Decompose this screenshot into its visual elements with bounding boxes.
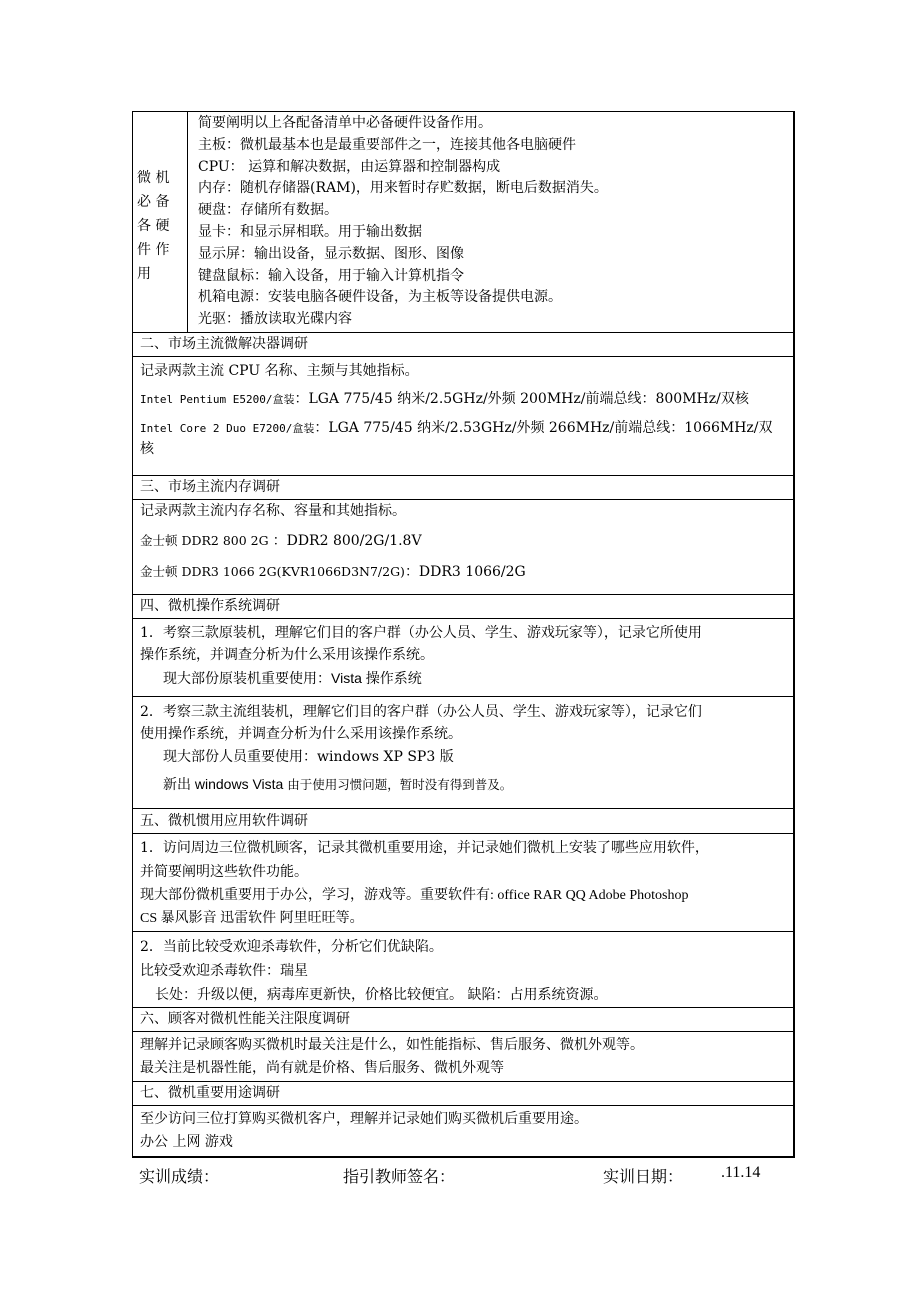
date-value: .11.14 — [721, 1164, 761, 1181]
label-line: 必 备 — [137, 194, 170, 210]
software-question-2 — [133, 931, 793, 1007]
os-question-1 — [133, 618, 793, 696]
report-table — [132, 111, 795, 1158]
answer-line: 比较受欢迎杀毒软件：瑞星 — [140, 963, 308, 979]
cpu-name: Intel Pentium E5200/盒装 — [140, 393, 295, 406]
hardware-line: 显示屏：输出设备，显示数据、图形、图像 — [198, 245, 464, 262]
score-label: 实训成绩： — [139, 1167, 220, 1186]
performance-research — [133, 1031, 793, 1081]
memory-item-1 — [133, 530, 793, 552]
performance-intro: 理解并记录顾客购买微机时最关注是什么，如性能指标、售后服务、微机外观等。 — [140, 1037, 644, 1053]
question-line: 使用操作系统，并调查分析为什么采用该操作系统。 — [140, 726, 462, 742]
answer-os: 新出 windows Vista — [163, 776, 288, 792]
usage-intro: 至少访问三位打算购买微机客户，理解并记录她们购买微机后重要用途。 — [140, 1111, 588, 1127]
section-title: 三、市场主流内存调研 — [133, 475, 793, 499]
question-line: 2．当前比较受欢迎杀毒软件，分析它们优缺陷。 — [140, 939, 443, 955]
question-line: 2．考察三款主流组装机，理解它们目的客户群（办公人员、学生、游戏玩家等），记录它们 — [140, 704, 702, 720]
hardware-line: 简要阐明以上各配备清单中必备硬件设备作用。 — [198, 115, 492, 131]
memory-name: 金士顿 DDR2 800 2G — [140, 533, 273, 548]
answer-line: 现大部份人员重要使用：windows XP SP3 版 — [163, 749, 454, 765]
memory-research — [133, 499, 793, 594]
label-line: 件 作 — [137, 242, 170, 258]
cpu-item-2 — [133, 418, 793, 439]
cpu-item-2-wrap: 核 — [140, 441, 154, 457]
question-line: 并简要阐明这些软件功能。 — [140, 864, 308, 880]
hardware-label — [133, 112, 188, 332]
answer-line: CS 暴风影音 迅雷软件 阿里旺旺等。 — [140, 911, 364, 926]
question-line: 1．考察三款原装机，理解它们目的客户群（办公人员、学生、游戏玩家等），记录它所使用 — [140, 625, 702, 641]
cpu-name: Intel Core 2 Duo E7200/盒装 — [140, 422, 315, 435]
section-title: 二、市场主流微解决器调研 — [133, 332, 793, 356]
section-title: 六、顾客对微机性能关注限度调研 — [133, 1007, 793, 1031]
date-label: 实训日期： — [603, 1167, 684, 1186]
software-question-1 — [133, 833, 793, 931]
answer-note: 由于使用习惯问题，暂时没有得到普及。 — [287, 777, 513, 792]
cpu-item-1 — [133, 389, 793, 410]
memory-spec: ：DDR2 800/2G/1.8V — [272, 533, 422, 549]
question-line: 1．访问周边三位微机顾客，记录其微机重要用途，并记录她们微机上安装了哪些应用软件， — [140, 840, 709, 856]
answer-line — [133, 769, 793, 800]
section-title: 五、微机惯用应用软件调研 — [133, 808, 793, 833]
usage-answer: 办公 上网 游戏 — [140, 1134, 233, 1150]
answer-line: 现大部份微机重要用于办公，学习，游戏等。重要软件有: office RAR QQ Adobe Photoshop — [140, 888, 689, 903]
memory-spec: ：DDR3 1066/2G — [404, 564, 526, 580]
hardware-line: 硬盘：存储所有数据。 — [198, 202, 338, 219]
hardware-section — [133, 111, 793, 332]
hardware-line: 内存：随机存储器(RAM)，用来暂时存贮数据，断电后数据消失。 — [198, 180, 608, 197]
memory-item-2 — [133, 561, 793, 583]
hardware-line: 主板：微机最基本也是最重要部件之一，连接其他各电脑硬件 — [198, 136, 576, 153]
hardware-line: 键盘鼠标：输入设备，用于输入计算机指令 — [198, 267, 464, 284]
question-line: 操作系统，并调查分析为什么采用该操作系统。 — [140, 647, 434, 663]
hardware-list — [188, 112, 793, 332]
usage-research — [133, 1105, 793, 1156]
os-question-2 — [133, 696, 793, 808]
cpu-spec: ：LGA 775/45 纳米/2.53GHz/外频 266MHz/前端总线：1066MHz/双 — [314, 420, 773, 436]
memory-intro: 记录两款主流内存名称、容量和其她指标。 — [140, 503, 406, 519]
performance-answer: 最关注是机器性能，尚有就是价格、售后服务、微机外观等 — [140, 1060, 504, 1076]
answer-line: 长处：升级以便，病毒库更新快，价格比较便宜。 缺陷：占用系统资源。 — [155, 987, 608, 1003]
section-title: 七、微机重要用途调研 — [133, 1081, 793, 1105]
label-line: 用 — [137, 266, 151, 282]
label-line: 各 硬 — [137, 218, 170, 234]
hardware-line: CPU： 运算和解决数据，由运算器和控制器构成 — [198, 158, 501, 175]
cpu-intro: 记录两款主流 CPU 名称、主频与其她指标。 — [140, 363, 419, 379]
answer-line: 现大部份原装机重要使用：Vista 操作系统 — [163, 670, 422, 686]
label-line: 微 机 — [137, 170, 170, 186]
hardware-line: 光驱：播放读取光碟内容 — [198, 311, 352, 328]
hardware-line: 机箱电源：安装电脑各硬件设备，为主板等设备提供电源。 — [198, 289, 562, 306]
cpu-research — [133, 356, 793, 475]
memory-name: 金士顿 DDR3 1066 2G(KVR1066D3N7/2G) — [140, 564, 405, 579]
hardware-line: 显卡：和显示屏相联。用于输出数据 — [198, 223, 422, 240]
section-title: 四、微机操作系统调研 — [133, 594, 793, 618]
teacher-signature-label: 指引教师签名： — [343, 1167, 456, 1186]
cpu-spec: ：LGA 775/45 纳米/2.5GHz/外频 200MHz/前端总线：800MHz/双核 — [294, 391, 749, 407]
